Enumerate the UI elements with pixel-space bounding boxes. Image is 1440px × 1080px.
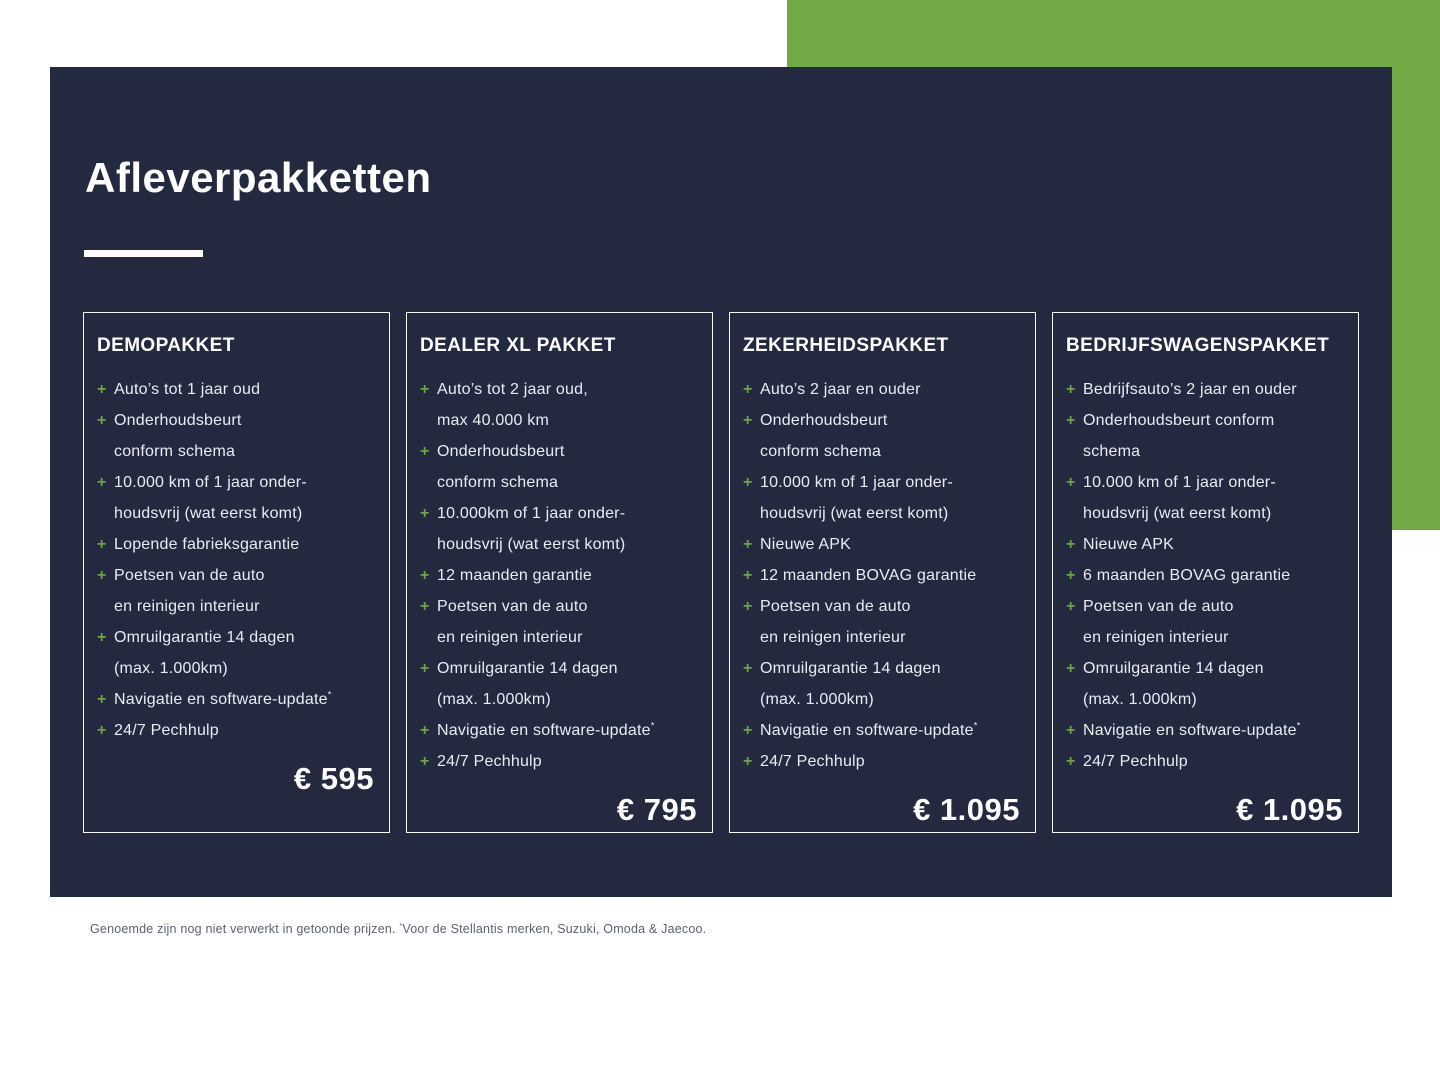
plus-bullet-icon: +: [743, 598, 753, 616]
asterisk-superscript: *: [650, 720, 655, 731]
feature-item-continuation: [420, 622, 699, 653]
plus-bullet-icon: +: [1066, 660, 1076, 678]
package-feature-list: [743, 374, 1022, 777]
feature-text: 24/7 Pechhulp: [1083, 753, 1188, 771]
plus-bullet-icon: +: [1066, 536, 1076, 554]
feature-item: [97, 405, 376, 436]
feature-text: Navigatie en software-update*: [437, 720, 655, 740]
feature-item: [420, 653, 699, 684]
feature-text: (max. 1.000km): [1083, 691, 1197, 709]
feature-text: en reinigen interieur: [437, 629, 583, 647]
feature-text: schema: [1083, 443, 1141, 461]
feature-text: 12 maanden garantie: [437, 567, 593, 585]
package-title: DEMOPAKKET: [97, 335, 235, 357]
plus-bullet-icon: +: [420, 567, 430, 585]
feature-item-continuation: [743, 498, 1022, 529]
feature-text: Lopende fabrieksgarantie: [114, 536, 300, 554]
feature-item: [420, 436, 699, 467]
feature-item: [743, 591, 1022, 622]
feature-text: Poetsen van de auto: [760, 598, 911, 616]
feature-item: [97, 684, 376, 715]
feature-item: [743, 653, 1022, 684]
feature-text: conform schema: [114, 443, 236, 461]
feature-text: 12 maanden BOVAG garantie: [760, 567, 977, 585]
title-underline: [84, 250, 203, 257]
package-feature-list: [97, 374, 376, 746]
plus-bullet-icon: +: [420, 443, 430, 461]
package-price: € 795: [616, 792, 697, 828]
feature-item: [420, 374, 699, 405]
feature-text: houdsvrij (wat eerst komt): [1083, 505, 1272, 523]
feature-item-continuation: [1066, 436, 1345, 467]
feature-item: [420, 715, 699, 746]
feature-item-continuation: [420, 405, 699, 436]
feature-item: [97, 560, 376, 591]
feature-item: [1066, 591, 1345, 622]
feature-item: [743, 467, 1022, 498]
feature-text: Bedrijfsauto’s 2 jaar en ouder: [1083, 381, 1297, 399]
feature-item-continuation: [1066, 498, 1345, 529]
plus-bullet-icon: +: [743, 412, 753, 430]
feature-text: Navigatie en software-update*: [114, 689, 332, 709]
feature-text: 24/7 Pechhulp: [114, 722, 219, 740]
feature-text: conform schema: [760, 443, 882, 461]
feature-item-continuation: [1066, 622, 1345, 653]
plus-bullet-icon: +: [743, 722, 753, 740]
feature-text: Auto’s 2 jaar en ouder: [760, 381, 921, 399]
plus-bullet-icon: +: [1066, 381, 1076, 399]
feature-text: (max. 1.000km): [114, 660, 228, 678]
feature-text: Nieuwe APK: [1083, 536, 1174, 554]
packages-panel: [50, 67, 1392, 897]
plus-bullet-icon: +: [97, 722, 107, 740]
feature-text: Omruilgarantie 14 dagen: [114, 629, 295, 647]
asterisk-superscript: *: [1296, 720, 1301, 731]
plus-bullet-icon: +: [97, 381, 107, 399]
feature-item: [1066, 715, 1345, 746]
plus-bullet-icon: +: [743, 753, 753, 771]
plus-bullet-icon: +: [1066, 598, 1076, 616]
feature-text: 10.000km of 1 jaar onder-: [437, 505, 626, 523]
feature-text: 6 maanden BOVAG garantie: [1083, 567, 1291, 585]
feature-item-continuation: [97, 591, 376, 622]
feature-item-continuation: [743, 684, 1022, 715]
package-title: DEALER XL PAKKET: [420, 335, 616, 357]
asterisk-superscript: *: [327, 689, 332, 700]
feature-text: Auto’s tot 1 jaar oud: [114, 381, 261, 399]
feature-item: [1066, 746, 1345, 777]
feature-text: en reinigen interieur: [760, 629, 906, 647]
feature-item: [97, 622, 376, 653]
package-card: [406, 312, 713, 833]
asterisk-superscript: *: [399, 920, 403, 930]
page-title: Afleverpakketten: [85, 154, 432, 201]
plus-bullet-icon: +: [97, 536, 107, 554]
feature-item: [1066, 467, 1345, 498]
feature-item: [97, 467, 376, 498]
plus-bullet-icon: +: [1066, 412, 1076, 430]
plus-bullet-icon: +: [743, 474, 753, 492]
feature-item: [97, 715, 376, 746]
feature-text: en reinigen interieur: [1083, 629, 1229, 647]
feature-text: Navigatie en software-update*: [1083, 720, 1301, 740]
feature-item: [743, 529, 1022, 560]
plus-bullet-icon: +: [97, 412, 107, 430]
feature-text: Onderhoudsbeurt: [114, 412, 242, 430]
package-card: [83, 312, 390, 833]
package-price: € 1.095: [1236, 792, 1343, 828]
feature-text: (max. 1.000km): [437, 691, 551, 709]
feature-item: [1066, 374, 1345, 405]
feature-item-continuation: [420, 467, 699, 498]
plus-bullet-icon: +: [420, 722, 430, 740]
feature-text: Onderhoudsbeurt: [437, 443, 565, 461]
plus-bullet-icon: +: [420, 660, 430, 678]
package-card: [729, 312, 1036, 833]
feature-item-continuation: [743, 622, 1022, 653]
feature-text: Poetsen van de auto: [1083, 598, 1234, 616]
plus-bullet-icon: +: [97, 629, 107, 647]
feature-text: houdsvrij (wat eerst komt): [760, 505, 949, 523]
feature-text: Omruilgarantie 14 dagen: [760, 660, 941, 678]
plus-bullet-icon: +: [743, 536, 753, 554]
plus-bullet-icon: +: [97, 691, 107, 709]
feature-text: Poetsen van de auto: [437, 598, 588, 616]
feature-text: max 40.000 km: [437, 412, 549, 430]
feature-text: Onderhoudsbeurt conform: [1083, 412, 1275, 430]
feature-item-continuation: [97, 436, 376, 467]
feature-item: [743, 405, 1022, 436]
feature-item-continuation: [420, 529, 699, 560]
plus-bullet-icon: +: [1066, 722, 1076, 740]
feature-text: Omruilgarantie 14 dagen: [437, 660, 618, 678]
plus-bullet-icon: +: [420, 381, 430, 399]
feature-item: [1066, 560, 1345, 591]
feature-item: [743, 374, 1022, 405]
feature-item-continuation: [97, 498, 376, 529]
feature-item: [1066, 529, 1345, 560]
plus-bullet-icon: +: [97, 474, 107, 492]
feature-text: conform schema: [437, 474, 559, 492]
feature-item: [743, 746, 1022, 777]
feature-item: [1066, 405, 1345, 436]
package-card: [1052, 312, 1359, 833]
package-feature-list: [420, 374, 699, 777]
feature-item-continuation: [97, 653, 376, 684]
feature-item-continuation: [420, 684, 699, 715]
feature-text: 24/7 Pechhulp: [437, 753, 542, 771]
feature-item: [420, 498, 699, 529]
plus-bullet-icon: +: [1066, 474, 1076, 492]
feature-text: 24/7 Pechhulp: [760, 753, 865, 771]
plus-bullet-icon: +: [420, 505, 430, 523]
feature-item: [420, 591, 699, 622]
plus-bullet-icon: +: [1066, 753, 1076, 771]
package-title: BEDRIJFSWAGENSPAKKET: [1066, 335, 1330, 357]
plus-bullet-icon: +: [420, 753, 430, 771]
feature-text: 10.000 km of 1 jaar onder-: [1083, 474, 1276, 492]
plus-bullet-icon: +: [97, 567, 107, 585]
plus-bullet-icon: +: [743, 660, 753, 678]
feature-text: en reinigen interieur: [114, 598, 260, 616]
feature-text: houdsvrij (wat eerst komt): [437, 536, 626, 554]
feature-text: 10.000 km of 1 jaar onder-: [114, 474, 307, 492]
feature-text: Onderhoudsbeurt: [760, 412, 888, 430]
feature-item: [97, 529, 376, 560]
feature-item: [1066, 653, 1345, 684]
feature-item: [97, 374, 376, 405]
package-price: € 1.095: [913, 792, 1020, 828]
feature-text: Nieuwe APK: [760, 536, 851, 554]
package-title: ZEKERHEIDSPAKKET: [743, 335, 949, 357]
plus-bullet-icon: +: [420, 598, 430, 616]
feature-text: (max. 1.000km): [760, 691, 874, 709]
feature-text: Omruilgarantie 14 dagen: [1083, 660, 1264, 678]
feature-item-continuation: [1066, 684, 1345, 715]
plus-bullet-icon: +: [743, 381, 753, 399]
asterisk-superscript: *: [973, 720, 978, 731]
plus-bullet-icon: +: [743, 567, 753, 585]
package-feature-list: [1066, 374, 1345, 777]
feature-item: [420, 560, 699, 591]
package-cards-row: [83, 312, 1359, 833]
feature-text: houdsvrij (wat eerst komt): [114, 505, 303, 523]
feature-text: Navigatie en software-update*: [760, 720, 978, 740]
feature-item: [420, 746, 699, 777]
plus-bullet-icon: +: [1066, 567, 1076, 585]
feature-text: 10.000 km of 1 jaar onder-: [760, 474, 953, 492]
feature-item-continuation: [743, 436, 1022, 467]
feature-item: [743, 715, 1022, 746]
feature-item: [743, 560, 1022, 591]
feature-text: Auto’s tot 2 jaar oud,: [437, 381, 588, 399]
package-price: € 595: [293, 761, 374, 797]
feature-text: Poetsen van de auto: [114, 567, 265, 585]
footnote: Genoemde zijn nog niet verwerkt in getoonde prijzen. *Voor de Stellantis merken, Suzuki, Omoda & Jaecoo.: [90, 920, 707, 936]
